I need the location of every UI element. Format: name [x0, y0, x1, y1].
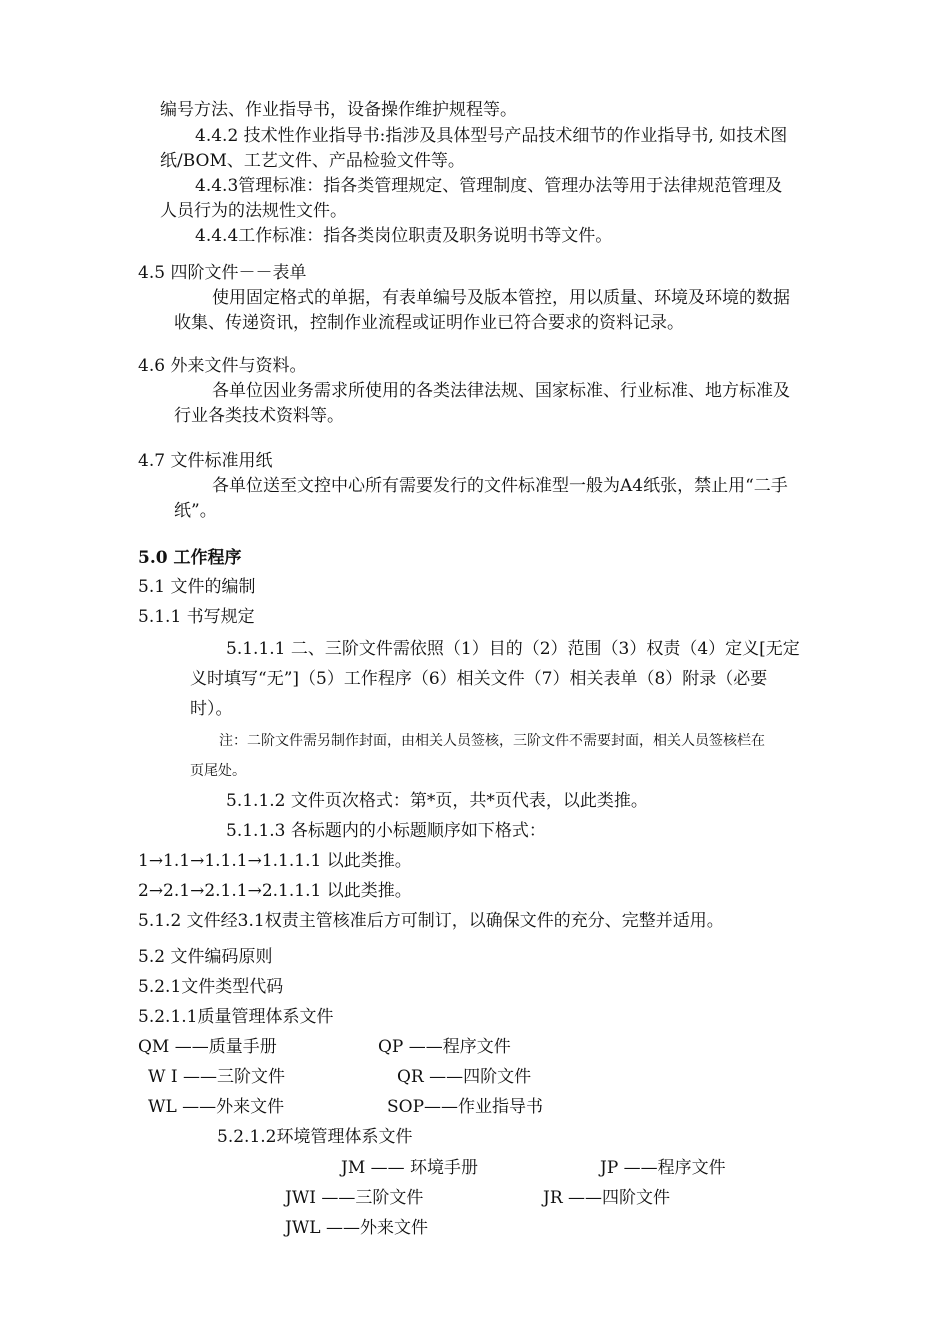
- text-line: 5.1.1.3 各标题内的小标题顺序如下格式：: [226, 821, 546, 841]
- section-heading: 4.5 四阶文件－－表单: [138, 263, 307, 283]
- text-line: 收集、传递资讯，控制作业流程或证明作业已符合要求的资料记录。: [174, 313, 684, 333]
- note-line: 页尾处。: [190, 763, 246, 779]
- note-line: 注：二阶文件需另制作封面，由相关人员签核，三阶文件不需要封面，相关人员签核栏在: [219, 733, 765, 749]
- text-line: 各单位因业务需求所使用的各类法律法规、国家标准、行业标准、地方标准及: [212, 381, 790, 401]
- text-line: 纸/BOM、工艺文件、产品检验文件等。: [160, 151, 465, 171]
- section-heading: 5.1.1 书写规定: [138, 607, 255, 627]
- code-entry: QP ——程序文件: [378, 1037, 511, 1057]
- section-heading: 5.2.1.1质量管理体系文件: [138, 1007, 334, 1027]
- text-line: 1→1.1→1.1.1→1.1.1.1 以此类推。: [138, 851, 412, 871]
- text-line: 5.1.1.1 二、三阶文件需依照（1）目的（2）范围（3）权责（4）定义[无定: [226, 639, 800, 659]
- text-line: 纸”。: [174, 501, 217, 521]
- code-entry: JM —— 环境手册: [341, 1158, 479, 1178]
- text-line: 各单位送至文控中心所有需要发行的文件标准型一般为A4纸张，禁止用“二手: [212, 476, 788, 496]
- text-line: 4.4.4工作标准：指各类岗位职责及职务说明书等文件。: [195, 226, 613, 246]
- code-entry: W I ——三阶文件: [148, 1067, 285, 1087]
- text-line: 行业各类技术资料等。: [174, 406, 344, 426]
- text-line: 编号方法、作业指导书，设备操作维护规程等。: [160, 100, 517, 120]
- chapter-heading: 5.0 工作程序: [138, 548, 242, 568]
- section-heading: 5.2.1.2环境管理体系文件: [217, 1127, 413, 1147]
- text-line: 4.4.2 技术性作业指导书:指涉及具体型号产品技术细节的作业指导书, 如技术图: [195, 126, 788, 146]
- text-line: 时）。: [190, 699, 233, 719]
- section-heading: 5.2.1文件类型代码: [138, 977, 284, 997]
- text-line: 人员行为的法规性文件。: [160, 201, 347, 221]
- code-entry: JR ——四阶文件: [543, 1188, 671, 1208]
- code-entry: JWL ——外来文件: [285, 1218, 428, 1238]
- text-line: 使用固定格式的单据，有表单编号及版本管控，用以质量、环境及环境的数据: [212, 288, 790, 308]
- section-heading: 4.7 文件标准用纸: [138, 451, 273, 471]
- text-line: 2→2.1→2.1.1→2.1.1.1 以此类推。: [138, 881, 412, 901]
- code-entry: WL ——外来文件: [148, 1097, 285, 1117]
- code-entry: QR ——四阶文件: [397, 1067, 532, 1087]
- code-entry: QM ——质量手册: [138, 1037, 277, 1057]
- section-heading: 5.2 文件编码原则: [138, 947, 273, 967]
- text-line: 5.1.2 文件经3.1权责主管核准后方可制订，以确保文件的充分、完整并适用。: [138, 911, 724, 931]
- text-line: 4.4.3管理标准：指各类管理规定、管理制度、管理办法等用于法律规范管理及: [195, 176, 783, 196]
- code-entry: JWI ——三阶文件: [285, 1188, 424, 1208]
- code-entry: JP ——程序文件: [600, 1158, 726, 1178]
- section-heading: 4.6 外来文件与资料。: [138, 356, 307, 376]
- section-heading: 5.1 文件的编制: [138, 577, 256, 597]
- text-line: 5.1.1.2 文件页次格式：第*页，共*页代表，以此类推。: [226, 791, 648, 811]
- text-line: 义时填写“无”]（5）工作程序（6）相关文件（7）相关表单（8）附录（必要: [190, 669, 768, 689]
- code-entry: SOP——作业指导书: [387, 1097, 544, 1117]
